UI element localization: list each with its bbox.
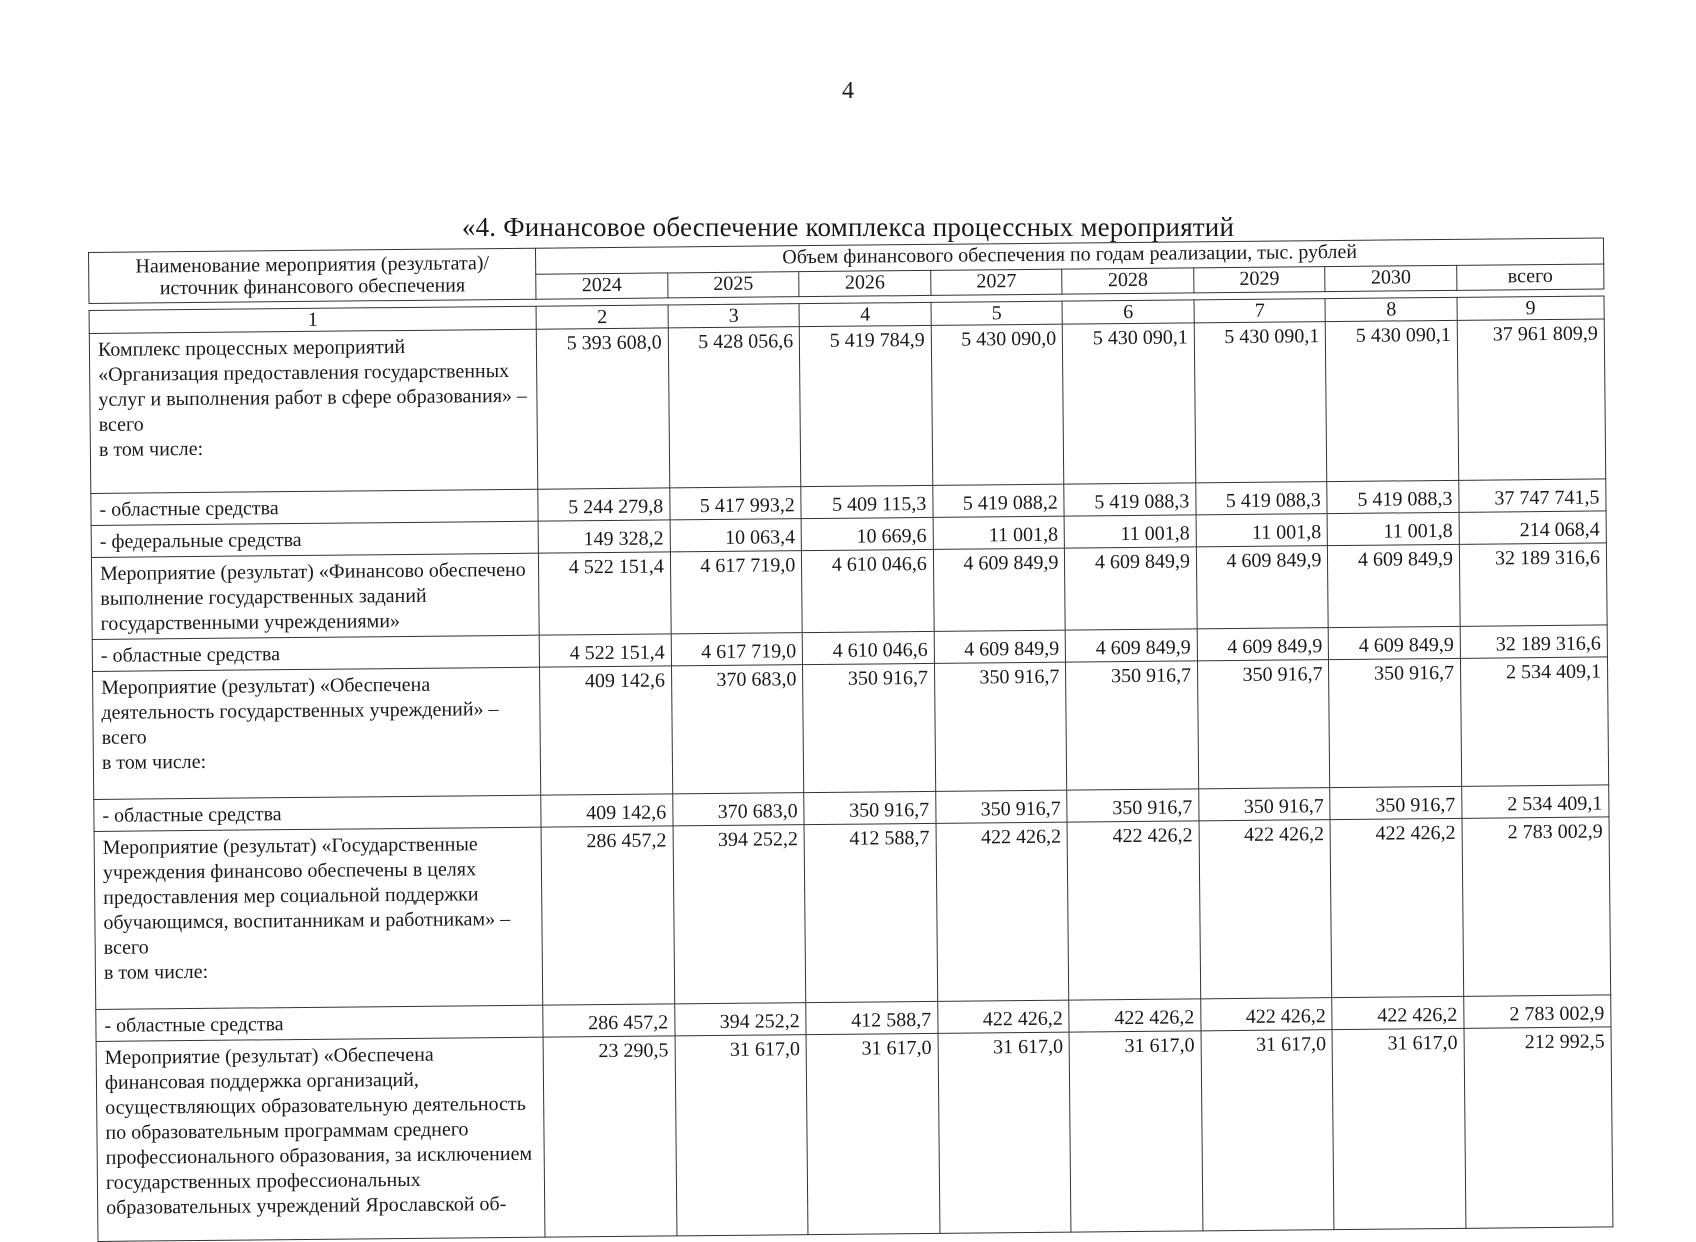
row-year-value: 422 426,2 xyxy=(938,1000,1070,1033)
row-year-value: 5 409 115,3 xyxy=(801,485,933,518)
row-year-value: 10 669,6 xyxy=(801,517,933,550)
row-year-value: 4 609 849,9 xyxy=(1066,629,1198,662)
header-year-2026: 2026 xyxy=(799,270,931,297)
column-number: 7 xyxy=(1194,299,1326,323)
row-name: - областные средства xyxy=(100,643,281,667)
row-subtitle: в том числе: xyxy=(98,437,204,461)
row-year-value: 4 609 849,9 xyxy=(934,630,1066,663)
row-total-value: 2 783 002,9 xyxy=(1462,817,1611,996)
row-name: Мероприятие (результат) «Обеспечена финансовая поддержка организаций, осуществляющих образовательную деятельность по образовательным программам среднего профессионального образования, за исключением государственных профессиональных образовательных учреждений Ярославской об- xyxy=(104,1043,533,1219)
row-year-value: 286 457,2 xyxy=(541,826,674,1005)
section-title: «4. Финансовое обеспечение комплекса процессных мероприятий xyxy=(461,212,1235,242)
row-year-value: 4 617 719,0 xyxy=(670,551,802,634)
table-row xyxy=(93,657,1609,800)
row-year-value: 422 426,2 xyxy=(936,822,1069,1001)
row-total-value: 2 534 409,1 xyxy=(1462,785,1609,818)
row-year-value: 4 609 849,9 xyxy=(933,548,1065,631)
row-year-value: 394 252,2 xyxy=(675,1003,807,1036)
row-year-value: 350 916,7 xyxy=(936,790,1068,823)
row-name: Мероприятие (результат) «Государственные учреждения финансово обеспечены в целях предоставления мер социальной поддержки обучающимся, воспитанникам и работникам» – всего xyxy=(102,833,511,959)
column-number: 1 xyxy=(89,306,536,333)
row-year-value: 4 609 849,9 xyxy=(1196,546,1328,629)
row-year-value: 422 426,2 xyxy=(1201,998,1333,1031)
row-name: Мероприятие (результат) «Финансово обеспечено выполнение государственных заданий государственными учреждениями» xyxy=(99,558,526,635)
row-year-value: 394 252,2 xyxy=(673,825,806,1004)
row-total-value: 214 068,4 xyxy=(1459,511,1606,544)
row-name-cell xyxy=(89,329,538,493)
row-name-cell xyxy=(91,489,539,525)
row-year-value: 11 001,8 xyxy=(1327,512,1459,545)
row-year-value: 350 916,7 xyxy=(1329,658,1462,787)
row-year-value: 350 916,7 xyxy=(1066,661,1199,790)
row-name-cell xyxy=(94,795,542,831)
header-year-2029: 2029 xyxy=(1194,266,1326,293)
column-number: 9 xyxy=(1457,296,1604,320)
column-number: 3 xyxy=(668,304,800,328)
header-year-2028: 2028 xyxy=(1062,267,1194,294)
header-name-column: Наименование мероприятия (результата)/ источник финансового обеспечения xyxy=(89,248,537,303)
header-total: всего xyxy=(1457,263,1604,290)
row-year-value: 412 588,7 xyxy=(804,823,937,1002)
row-year-value: 5 419 088,3 xyxy=(1196,482,1328,515)
row-name-cell xyxy=(96,1037,545,1241)
row-name: Комплекс процессных мероприятий «Организация предоставления государственных услуг и выполнения работ в сфере образования» – всего xyxy=(97,335,528,436)
row-year-value: 23 290,5 xyxy=(543,1036,676,1237)
row-subtitle: в том числе: xyxy=(103,960,209,984)
column-number: 5 xyxy=(931,301,1063,325)
row-year-value: 409 142,6 xyxy=(540,666,673,795)
row-total-value: 212 992,5 xyxy=(1464,1027,1613,1228)
row-name: Мероприятие (результат) «Обеспечена деятельность государственных учреждений» – всего xyxy=(101,673,499,749)
row-year-value: 286 457,2 xyxy=(543,1004,675,1037)
row-total-value: 37 747 741,5 xyxy=(1459,479,1606,512)
row-year-value: 31 617,0 xyxy=(806,1033,939,1234)
table-row xyxy=(94,817,1611,1010)
row-name: - федеральные средства xyxy=(99,528,302,553)
row-subtitle: в том числе: xyxy=(101,750,207,774)
row-year-value: 11 001,8 xyxy=(1064,515,1196,548)
row-year-value: 350 916,7 xyxy=(804,791,936,824)
column-number: 8 xyxy=(1325,297,1457,321)
row-year-value: 31 617,0 xyxy=(1332,1028,1465,1229)
row-name-cell xyxy=(91,553,539,639)
row-year-value: 422 426,2 xyxy=(1332,996,1464,1029)
row-year-value: 5 419 088,3 xyxy=(1064,483,1196,516)
row-year-value: 4 609 849,9 xyxy=(1329,626,1461,659)
row-total-value: 32 189 316,6 xyxy=(1460,625,1607,658)
header-volume-caption: Объем финансового обеспечения по годам реализации, тыс. рублей xyxy=(536,238,1604,274)
header-year-2025: 2025 xyxy=(667,271,799,298)
page-number: 4 xyxy=(842,78,854,104)
column-number: 4 xyxy=(799,302,931,326)
table-row xyxy=(89,319,1605,494)
row-year-value: 5 430 090,1 xyxy=(1063,323,1196,484)
row-year-value: 5 430 090,1 xyxy=(1194,322,1327,483)
row-year-value: 5 419 088,2 xyxy=(933,484,1065,517)
row-year-value: 350 916,7 xyxy=(934,662,1067,791)
row-name-cell xyxy=(96,1005,544,1041)
row-year-value: 4 617 719,0 xyxy=(671,633,803,666)
table-row xyxy=(96,1027,1613,1242)
column-number: 2 xyxy=(536,305,668,329)
row-year-value: 4 522 151,4 xyxy=(539,552,671,635)
row-name-cell xyxy=(93,667,541,799)
row-year-value: 4 610 046,6 xyxy=(802,549,934,632)
row-name-cell xyxy=(92,635,540,671)
row-total-value: 32 189 316,6 xyxy=(1459,543,1607,626)
row-year-value: 4 610 046,6 xyxy=(802,631,934,664)
row-name-cell xyxy=(91,521,539,557)
row-year-value: 422 426,2 xyxy=(1330,818,1463,997)
table-row xyxy=(91,543,1607,640)
row-year-value: 370 683,0 xyxy=(671,665,804,794)
row-year-value: 10 063,4 xyxy=(670,519,802,552)
row-year-value: 422 426,2 xyxy=(1199,820,1332,999)
header-year-2030: 2030 xyxy=(1325,265,1457,292)
row-year-value: 31 617,0 xyxy=(675,1035,808,1236)
row-year-value: 350 916,7 xyxy=(1199,788,1331,821)
row-total-value: 2 783 002,9 xyxy=(1464,995,1611,1028)
row-name: - областные средства xyxy=(104,1013,284,1037)
row-name: - областные средства xyxy=(102,803,282,827)
header-year-2024: 2024 xyxy=(536,272,668,299)
row-year-value: 31 617,0 xyxy=(1201,1030,1334,1231)
row-year-value: 149 328,2 xyxy=(538,520,670,553)
row-year-value: 4 609 849,9 xyxy=(1197,628,1329,661)
row-year-value: 350 916,7 xyxy=(1067,789,1199,822)
row-year-value: 5 244 279,8 xyxy=(538,488,670,521)
row-year-value: 11 001,8 xyxy=(933,516,1065,549)
row-year-value: 5 428 056,6 xyxy=(668,327,801,488)
row-total-value: 2 534 409,1 xyxy=(1460,657,1608,786)
row-year-value: 4 609 849,9 xyxy=(1328,544,1460,627)
financing-table xyxy=(88,237,1613,1242)
row-year-value: 5 393 608,0 xyxy=(536,328,669,489)
column-number: 6 xyxy=(1062,300,1194,324)
financing-table-sheet xyxy=(88,237,1613,1242)
row-name: - областные средства xyxy=(99,497,279,521)
row-year-value: 422 426,2 xyxy=(1067,821,1200,1000)
row-year-value: 350 916,7 xyxy=(1197,660,1330,789)
row-year-value: 31 617,0 xyxy=(1069,1031,1202,1232)
header-year-2027: 2027 xyxy=(931,269,1063,296)
row-year-value: 5 417 993,2 xyxy=(670,487,802,520)
row-year-value: 350 916,7 xyxy=(803,663,936,792)
row-name-cell xyxy=(94,827,543,1009)
row-year-value: 4 609 849,9 xyxy=(1065,547,1197,630)
row-year-value: 409 142,6 xyxy=(541,794,673,827)
row-year-value: 5 419 088,3 xyxy=(1327,480,1459,513)
row-year-value: 5 430 090,0 xyxy=(931,324,1064,485)
row-total-value: 37 961 809,9 xyxy=(1457,319,1606,480)
row-year-value: 370 683,0 xyxy=(672,793,804,826)
row-year-value: 422 426,2 xyxy=(1069,999,1201,1032)
row-year-value: 5 419 784,9 xyxy=(800,325,933,486)
row-year-value: 350 916,7 xyxy=(1330,786,1462,819)
row-year-value: 412 588,7 xyxy=(806,1001,938,1034)
row-year-value: 4 522 151,4 xyxy=(539,634,671,667)
row-year-value: 5 430 090,1 xyxy=(1326,320,1459,481)
row-year-value: 31 617,0 xyxy=(938,1032,1071,1233)
row-year-value: 11 001,8 xyxy=(1196,514,1328,547)
